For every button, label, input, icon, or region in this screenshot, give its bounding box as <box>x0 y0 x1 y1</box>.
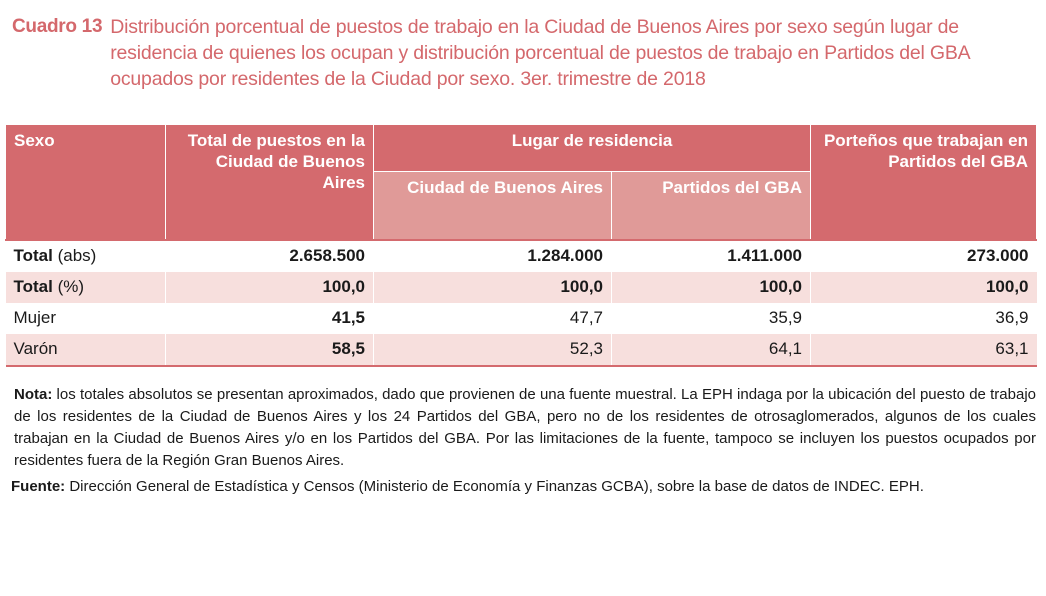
row-label: Mujer <box>6 303 166 334</box>
row-label-main: Total <box>13 277 53 296</box>
cell-portenos: 36,9 <box>811 303 1037 334</box>
data-table <box>5 124 1037 367</box>
row-label <box>6 272 166 303</box>
table-title <box>12 14 1032 92</box>
row-label: Varón <box>6 334 166 366</box>
cell-partidos: 64,1 <box>612 334 811 366</box>
cell-portenos: 63,1 <box>811 334 1037 366</box>
cell-ciudad: 100,0 <box>374 272 612 303</box>
cell-ciudad: 47,7 <box>374 303 612 334</box>
nota-text: los totales absolutos se presentan aproximados, dado que provienen de una fuente muestral. La EPH indaga por la ubicación del puesto de trabajo de los residentes de la Ciudad de Buenos Aires y los 24 Partidos del GBA, pero no de los residentes de otrosaglomerados, algunos de los cuales trabajan en la Ciudad de Buenos Aires y/o en los Partidos del GBA. Por las limitaciones de la fuente, tampoco se incluyen los puestos ocupados por residentes fuera de la Región Gran Buenos Aires. <box>14 386 1036 469</box>
table-row-mujer <box>6 303 1037 334</box>
cell-partidos: 1.411.000 <box>612 240 811 272</box>
notes <box>11 384 1036 498</box>
table-caption: Distribución porcentual de puestos de trabajo en la Ciudad de Buenos Aires por sexo según lugar de residencia de quienes los ocupan y distribución porcentual de puestos de trabajo en Partidos del GBA ocupados por residentes de la Ciudad por sexo. 3er. trimestre de 2018 <box>110 16 970 90</box>
cell-portenos: 100,0 <box>811 272 1037 303</box>
table-row-varon <box>6 334 1037 366</box>
cell-partidos: 35,9 <box>612 303 811 334</box>
row-label <box>6 240 166 272</box>
table-row-total-pct <box>6 272 1037 303</box>
header-partidos: Partidos del GBA <box>612 172 811 240</box>
cell-partidos: 100,0 <box>612 272 811 303</box>
fuente-text: Dirección General de Estadística y Censos (Ministerio de Economía y Finanzas GCBA), sobre la base de datos de INDEC. EPH. <box>65 478 924 495</box>
row-label-suffix: (abs) <box>52 246 97 265</box>
header-ciudad: Ciudad de Buenos Aires <box>374 172 612 240</box>
cell-ciudad: 52,3 <box>374 334 612 366</box>
cell-total: 58,5 <box>166 334 374 366</box>
header-total-puestos: Total de puestos en la Ciudad de Buenos Aires <box>166 125 374 240</box>
header-sexo: Sexo <box>6 125 166 240</box>
cell-total: 100,0 <box>166 272 374 303</box>
nota <box>14 384 1036 472</box>
table-number: Cuadro 13 <box>12 16 103 37</box>
fuente <box>11 476 1036 498</box>
cell-total: 2.658.500 <box>166 240 374 272</box>
row-label-suffix: (%) <box>52 277 85 296</box>
cell-total: 41,5 <box>166 303 374 334</box>
nota-label: Nota: <box>14 386 53 403</box>
table-row-total-abs <box>6 240 1037 272</box>
header-portenos: Porteños que trabajan en Partidos del GBA <box>811 125 1037 240</box>
cell-ciudad: 1.284.000 <box>374 240 612 272</box>
row-label-main: Total <box>13 246 53 265</box>
fuente-label: Fuente: <box>11 478 66 495</box>
header-lugar-residencia: Lugar de residencia <box>374 125 811 172</box>
cell-portenos: 273.000 <box>811 240 1037 272</box>
